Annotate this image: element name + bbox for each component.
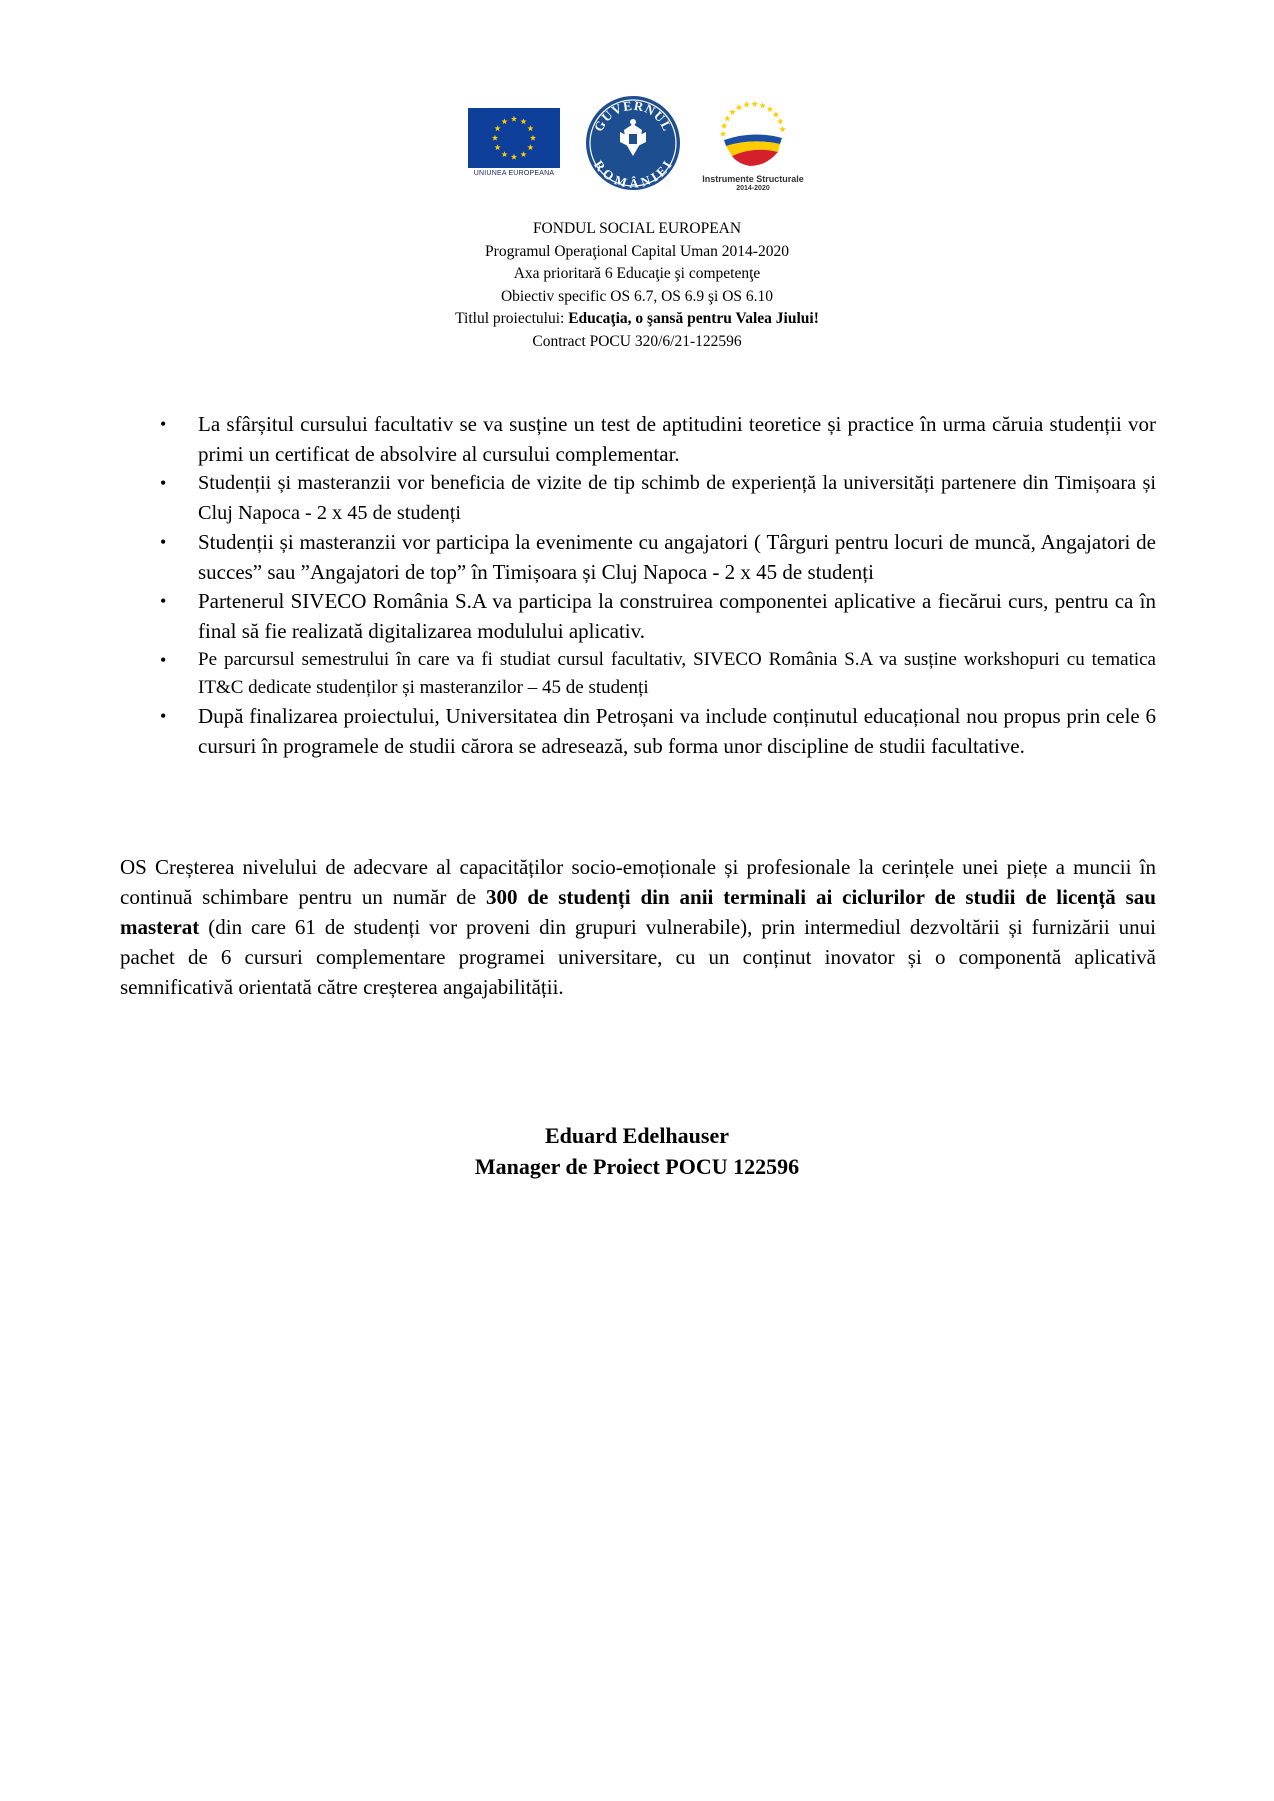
- structural-star: [767, 106, 773, 112]
- list-item: • Studenții și masteranzii vor participa la evenimente cu angajatori ( Târguri pentru locuri de muncă, Angajatori de succes” sau ”Angajatori de top” în Timișoara și Cluj Napoca - 2 x 45 de studenți: [160, 528, 1156, 587]
- structural-star: [751, 101, 757, 107]
- structural-star: [736, 104, 742, 110]
- logo-bar: [0, 94, 1274, 204]
- activities-list: [160, 410, 1156, 761]
- eu-logo: [468, 108, 560, 180]
- structural-star: [773, 111, 779, 117]
- structural-years: 2014-2020: [736, 185, 770, 192]
- structural-instruments-logo: [694, 94, 812, 198]
- list-item: • Pe parcursul semestrului în care va fi studiat cursul facultativ, SIVECO România S.A va susține workshopuri cu tematica IT&C dedicate studenților și masteranzilor – 45 de studenți: [160, 646, 1156, 702]
- signature-block: [0, 1120, 1274, 1182]
- gov-text-bottom: ROMÂNIEI: [591, 157, 676, 191]
- structural-caption: [694, 174, 812, 194]
- structural-star: [729, 109, 735, 115]
- paragraph-bold: 300 de studenți din anii terminali ai ciclurilor de studii de licență sau masterat: [120, 885, 1156, 939]
- signature-role: Manager de Proiect POCU 122596: [474, 1154, 800, 1179]
- structural-caption-text: Instrumente Structurale: [702, 174, 804, 184]
- government-logo: [584, 94, 682, 192]
- structural-star: [759, 102, 765, 108]
- objective-paragraph: [120, 852, 1156, 1002]
- header-axis: Axa prioritară 6 Educaţie şi competenţe: [513, 265, 761, 283]
- list-item: • Studenții și masteranzii vor beneficia de vizite de tip schimb de experiență la universități partenere din Timișoara și Cluj Napoca - 2 x 45 de studenți: [160, 469, 1156, 528]
- paragraph-part1: OS Creșterea nivelului de adecvare al capacităților socio-emoționale și profesionale la cerințele unei piețe a muncii în continuă schimbare pentru un număr de: [120, 855, 1156, 909]
- header-project-title: [0, 308, 1274, 331]
- romania-coat-of-arms-icon: [584, 94, 682, 192]
- header-program: Programul Operaţional Capital Uman 2014-2020: [485, 242, 789, 260]
- header-fund: FONDUL SOCIAL EUROPEAN: [532, 220, 742, 237]
- list-item: • La sfârșitul cursului facultativ se va susține un test de aptitudini teoretice și practice în urma căruia studenții vor primi un certificat de absolvire al cursului complementar.: [160, 410, 1156, 469]
- structural-star: [779, 126, 785, 132]
- structural-star: [724, 115, 730, 121]
- signature-name: Eduard Edelhauser: [545, 1123, 729, 1148]
- structural-star: [777, 118, 783, 124]
- paragraph-part2: (din care 61 de studenți vor proveni din grupuri vulnerabile), prin intermediul dezvoltării și furnizării unui pachet de 6 cursuri complementare programei universitare, cu un conținut inovator și o componentă aplicativă semnificativă orientată către creșterea angajabilității.: [120, 915, 1156, 999]
- structural-star: [721, 123, 727, 129]
- header-objective: Obiectiv specific OS 6.7, OS 6.9 şi OS 6.10: [500, 287, 774, 305]
- project-title: Educaţia, o şansă pentru Valea Jiului!: [568, 310, 819, 328]
- list-item: • Partenerul SIVECO România S.A va participa la construirea componentei aplicative a fiecărui curs, pentru ca în final să fie realizată digitalizarea modulului aplicativ.: [160, 587, 1156, 646]
- structural-star: [743, 101, 749, 107]
- document-header: [0, 218, 1274, 354]
- project-title-label: Titlul proiectului:: [455, 310, 569, 328]
- eu-flag-icon: [468, 108, 560, 168]
- header-contract: Contract POCU 320/6/21-122596: [532, 332, 742, 350]
- eu-caption: UNIUNEA EUROPEANA: [473, 170, 555, 177]
- list-item: • După finalizarea proiectului, Universitatea din Petroșani va include conținutul educațional nou propus prin cele 6 cursuri în programele de studii cărora se adresează, sub forma unor discipline de studii facultative.: [160, 702, 1156, 761]
- structural-instruments-icon: [694, 94, 812, 174]
- structural-star: [720, 131, 726, 137]
- gov-text-top: GUVERNUL: [590, 97, 676, 134]
